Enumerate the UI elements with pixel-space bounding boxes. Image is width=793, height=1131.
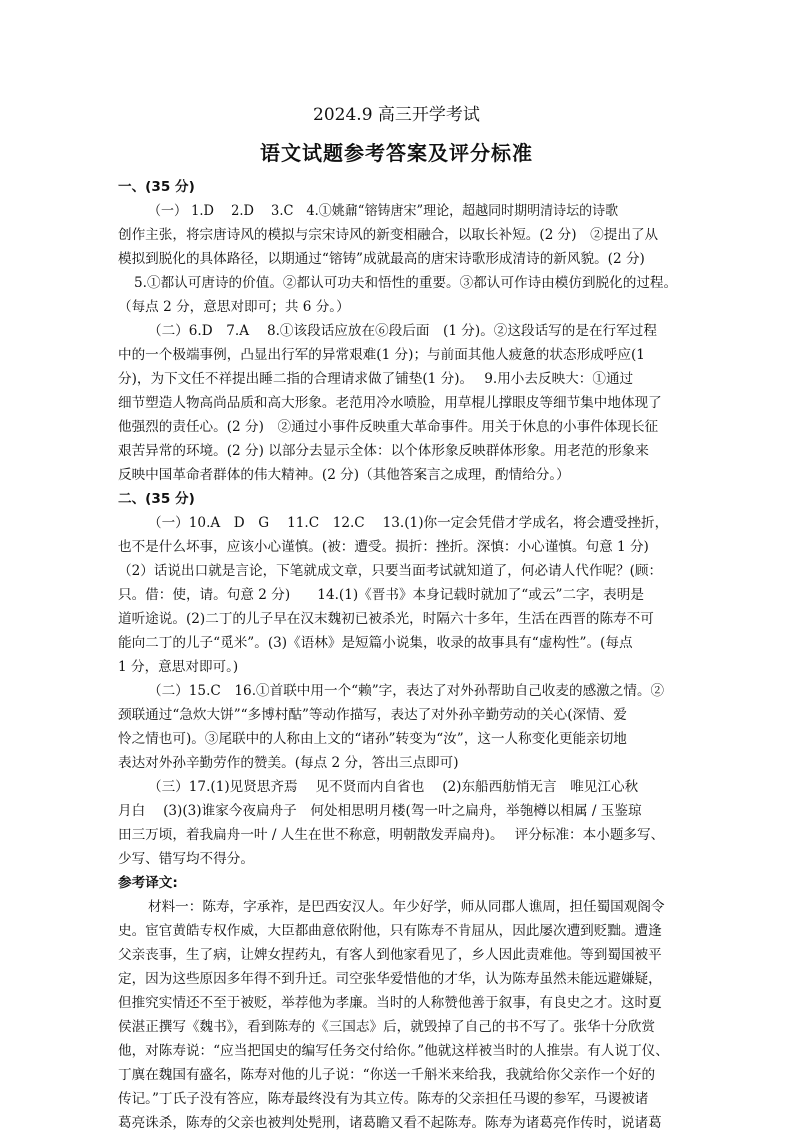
text-line: 只。借：使，请。句意 2 分) 14.(1)《晋书》本身记载时就加了“或云”二字，表明是 [118, 587, 644, 603]
text-line: 史。宦官黄皓专权作威，大臣都曲意依附他，只有陈寿不肯屈从，因此屡次遭到贬黜。遭逢 [118, 923, 662, 939]
text-line: 材料一：陈寿，字承祚，是巴西安汉人。年少好学，师从同郡人谯周，担任蜀国观阁令 [148, 899, 665, 915]
section-heading-2: 二、(35 分) [118, 491, 195, 507]
text-line: 传记。”丁氏子没有答应，陈寿最终没有为其立传。陈寿的父亲担任马谡的参军，马谡被诸 [118, 1091, 649, 1107]
text-line: 中的一个极端事例，凸显出行军的异常艰难(1 分)；与前面其他人疲惫的状态形成呼应(1 [118, 347, 645, 363]
text-line: 也不是什么坏事，应该小心谨慎。(被：遭受。损折：挫折。深慎：小心谨慎。句意 1 分) [118, 539, 649, 555]
text-line: （一）10.A D G 11.C 12.C 13.(1)你一定会凭借才学成名，将会遭受挫折， [148, 515, 669, 531]
text-line: 他强烈的责任心。(2 分) ②通过小事件反映重大革命事件。用关于休息的小事件体现长征 [118, 419, 659, 435]
text-line: 创作主张，将宗唐诗风的模拟与宗宋诗风的新变相融合，以取长补短。(2 分) ②提出了从 [118, 227, 659, 243]
text-line: 能向二丁的儿子“觅米”。(3)《语林》是短篇小说集，收录的故事具有“虚构性”。(每点 [118, 635, 633, 651]
section-heading-1: 一、(35 分) [118, 179, 195, 195]
text-line: 但推究实情还不至于被贬，举荐他为孝廉。当时的人称赞他善于叙事，有良史之才。这时夏 [118, 995, 662, 1011]
text-line: 艰苦异常的环境。(2 分) 以部分去显示全体：以个体形象反映群体形象。用老范的形象来 [118, 443, 649, 459]
text-line: 分)，为下文任不祥提出睡二指的合理请求做了铺垫(1 分)。 9.用小去反映大：①通过 [118, 371, 634, 387]
text-line: 少写、错写均不得分。 [118, 851, 254, 867]
text-line: 怜之情也可)。③尾联中的人称由上文的“诸孙”转变为“汝”，这一人称变化更能亲切地 [118, 731, 627, 747]
document-title: 语文试题参考答案及评分标准 [260, 141, 533, 165]
text-line: 田三万顷，着我扁舟一叶 / 人生在世不称意，明朝散发弄扁舟)。 评分标准：本小题多写、 [118, 827, 665, 843]
text-line: 表达对外孙辛勤劳作的赞美。(每点 2 分，答出三点即可) [118, 755, 459, 771]
text-line: 定，因为这些原因多年得不到升迁。司空张华爱惜他的才华，认为陈寿虽然未能远避嫌疑， [118, 971, 662, 987]
text-line: （每点 2 分，意思对即可；共 6 分。） [118, 299, 350, 315]
exam-title: 2024.9 高三开学考试 [313, 105, 480, 125]
text-line: 模拟到脱化的具体路径，以期通过“镕铸”成就最高的唐宋诗歌形成清诗的新风貌。(2 分) [118, 251, 645, 267]
text-line: 道听途说。(2)二丁的儿子早在汉末魏初已被杀光，时隔六十多年，生活在西晋的陈寿不可 [118, 611, 654, 627]
text-line: 颈联通过“急炊大饼”“多博村酤”等动作描写，表达了对外孙辛勤劳动的关心(深情、爱 [118, 707, 627, 723]
text-line: 反映中国革命者群体的伟大精神。(2 分)（其他答案言之成理，酌情给分。） [118, 467, 570, 483]
text-line: （一） 1.D 2.D 3.C 4.①姚鼐“镕铸唐宋”理论，超越同时期明清诗坛的诗歌 [148, 203, 619, 219]
text-line: （二）15.C 16.①首联中用一个“赖”字，表达了对外孙帮助自己收麦的感激之情。② [148, 683, 665, 699]
text-line: （二）6.D 7.A 8.①该段话应放在⑥段后面 (1 分)。②这段话写的是在行军过程 [148, 323, 657, 339]
text-line: 侯湛正撰写《魏书》，看到陈寿的《三国志》后，就毁掉了自己的书不写了。张华十分欣赏 [118, 1019, 655, 1035]
text-line: 葛亮诛杀，陈寿的父亲也被判处髡刑，诸葛瞻又看不起陈寿。陈寿为诸葛亮作传时，说诸葛 [118, 1115, 662, 1131]
text-line: 父亲丧事，生了病，让婢女捏药丸，有客人到他家看见了，乡人因此责难他。等到蜀国被平 [118, 947, 662, 963]
text-line: 他，对陈寿说：“应当把国史的编写任务交付给你。”他就这样被当时的人推崇。有人说丁仪、 [118, 1043, 669, 1059]
text-line: 丁廙在魏国有盛名，陈寿对他的儿子说：“你送一千斛米来给我，我就给你父亲作一个好的 [118, 1067, 656, 1083]
text-line: （三）17.(1)见贤思齐焉 见不贤而内自省也 (2)东船西舫悄无言 唯见江心秋 [148, 779, 639, 795]
translation-heading: 参考译文: [118, 875, 178, 891]
text-line: 细节塑造人物高尚品质和高大形象。老范用冷水喷脸，用草棍儿撑眼皮等细节集中地体现了 [118, 395, 662, 411]
text-line: 5.①都认可唐诗的价值。②都认可功夫和悟性的重要。③都认可作诗由模仿到脱化的过程。 [134, 275, 678, 291]
text-line: 月白 (3)(3)谁家今夜扁舟子 何处相思明月楼(驾一叶之扁舟，举匏樽以相属 / 玉鉴琼 [118, 803, 642, 819]
text-line: （2）话说出口就是言论，下笔就成文章，只要当面考试就知道了，何必请人代作呢？(顾： [118, 563, 663, 579]
text-line: 1 分，意思对即可。) [118, 659, 239, 675]
